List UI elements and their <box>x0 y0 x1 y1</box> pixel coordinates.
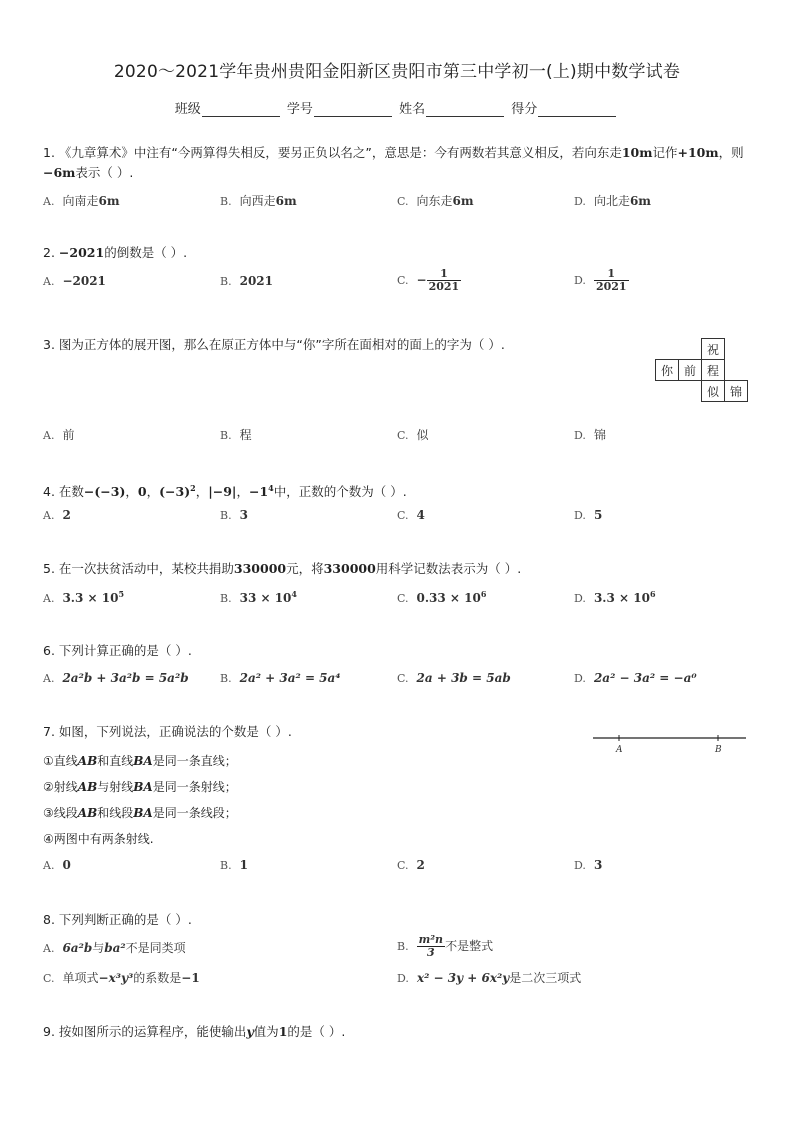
score-blank <box>538 102 616 117</box>
point-b-label: B <box>715 745 722 755</box>
option-text: 是二次三项式 <box>509 971 582 985</box>
q6-option-b[interactable] <box>220 671 341 685</box>
question-7: 7. 如图，下列说法，正确说法的个数是（ ）. <box>43 724 292 739</box>
statement-math: BA <box>133 806 153 820</box>
option-label: A. <box>43 942 55 955</box>
q5-option-b[interactable] <box>220 589 297 605</box>
option-label: A. <box>43 859 55 872</box>
fraction <box>417 934 445 959</box>
question-8: 8. 下列判断正确的是（ ）. <box>43 912 192 927</box>
q2-option-c[interactable] <box>397 268 461 293</box>
q1-option-c[interactable] <box>397 192 474 209</box>
option-text: 的系数是 <box>133 971 182 985</box>
q9-variable: y <box>246 1024 254 1039</box>
q4-num4: |−9| <box>208 484 237 500</box>
q8-option-c[interactable] <box>43 969 200 986</box>
fraction-denominator: 2021 <box>428 280 460 293</box>
option-label: B. <box>220 429 232 442</box>
q3-option-a[interactable] <box>43 426 74 443</box>
q7-option-a[interactable] <box>43 858 71 872</box>
option-value: 3 <box>593 858 603 872</box>
q4-text: 4. 在数 <box>43 484 84 500</box>
id-label: 学号 <box>286 102 313 117</box>
option-expression: 2a² + 3a² = 5a⁴ <box>239 671 341 685</box>
option-label: C. <box>397 859 409 872</box>
q7-statement-3 <box>43 800 237 826</box>
q9-text-post: 的是（ ）. <box>287 1024 346 1039</box>
q9-text: 9. 按如图所示的运算程序，能使输出 <box>43 1024 247 1039</box>
q7-statements <box>43 748 237 852</box>
option-label: C. <box>397 672 409 685</box>
statement-text: 是同一条射线； <box>152 780 237 794</box>
option-value: 4 <box>416 508 425 522</box>
option-label: C. <box>43 972 55 985</box>
statement-text: 是同一条线段； <box>152 806 237 820</box>
option-label: B. <box>220 672 232 685</box>
q6-option-d[interactable] <box>574 671 697 685</box>
q7-statement-2 <box>43 774 237 800</box>
statement-math: AB <box>77 806 98 820</box>
cube-face: 似 <box>702 381 725 402</box>
question-1 <box>43 143 763 183</box>
option-expression: ba² <box>104 941 126 955</box>
option-label: B. <box>220 859 232 872</box>
cube-face: 程 <box>702 360 725 381</box>
q3-option-b[interactable] <box>220 426 252 443</box>
q2-number: 2. <box>43 245 55 260</box>
q5-option-c[interactable] <box>397 589 486 605</box>
option-label: B. <box>220 195 232 208</box>
statement-text: 与射线 <box>97 780 134 794</box>
q4-num3-exp: 2 <box>190 483 196 493</box>
option-label: A. <box>43 429 55 442</box>
point-a-label: A <box>616 745 623 755</box>
q4-option-c[interactable] <box>397 508 425 522</box>
q9-text-mid: 值为 <box>253 1024 279 1039</box>
id-blank <box>314 102 392 117</box>
q5-value2: 330000 <box>323 561 376 576</box>
q4-num5: −1 <box>249 484 269 500</box>
option-label: A. <box>43 275 55 288</box>
option-value: 1 <box>239 858 248 872</box>
option-expression: 2a² − 3a² = −a⁰ <box>593 671 697 685</box>
option-expression: −x³y³ <box>98 971 134 985</box>
option-value: 3 <box>239 508 248 522</box>
option-label: C. <box>397 592 409 605</box>
option-exponent: 4 <box>291 589 297 599</box>
fraction-numerator: m²n <box>418 933 444 946</box>
q2-text: 的倒数是（ ）. <box>104 245 188 260</box>
question-2 <box>43 243 187 263</box>
q4-num5-exp: 4 <box>268 483 274 493</box>
q1-text-c: ，则 <box>718 145 744 160</box>
name-label: 姓名 <box>399 102 426 117</box>
q7-option-c[interactable] <box>397 858 425 872</box>
option-expression: 6a²b <box>62 941 93 955</box>
option-text: 向南走 <box>62 194 99 208</box>
fraction-numerator: 1 <box>427 268 462 281</box>
q3-option-d[interactable] <box>574 426 606 443</box>
option-label: B. <box>220 592 232 605</box>
option-label: D. <box>574 274 586 287</box>
option-value: 2021 <box>239 274 273 288</box>
student-info-line <box>0 98 794 117</box>
statement-math: AB <box>77 754 98 768</box>
option-value: 2 <box>62 508 71 522</box>
q1-val3: −6m <box>43 165 76 180</box>
statement-math: BA <box>133 780 153 794</box>
q1-option-a[interactable] <box>43 192 120 209</box>
q6-option-a[interactable] <box>43 671 189 685</box>
q1-text-d: 表示（ ）. <box>75 165 134 180</box>
statement-text: ①直线 <box>43 754 78 768</box>
q1-val2: +10m <box>677 145 719 160</box>
q7-option-b[interactable] <box>220 858 248 872</box>
q1-val1: 10m <box>621 145 653 160</box>
cube-face: 祝 <box>702 339 725 360</box>
option-text: 与 <box>92 941 105 955</box>
statement-text: 和线段 <box>97 806 134 820</box>
option-text: 前 <box>62 428 75 442</box>
cube-face: 前 <box>679 360 702 381</box>
q4-text-post: 中，正数的个数为（ ）. <box>273 484 407 500</box>
statement-text: 和直线 <box>97 754 134 768</box>
option-value: 3.3 × 10 <box>593 591 650 605</box>
option-expression: 2a + 3b = 5ab <box>416 671 511 685</box>
fraction <box>594 268 629 293</box>
option-label: D. <box>397 972 409 985</box>
class-blank <box>202 102 280 117</box>
option-text: 向西走 <box>239 194 276 208</box>
q7-statement-4: ④两图中有两条射线. <box>43 832 154 846</box>
option-label: B. <box>397 940 409 953</box>
option-label: D. <box>574 672 586 685</box>
option-label: C. <box>397 195 409 208</box>
statement-text: ②射线 <box>43 780 78 794</box>
option-text: 单项式 <box>62 971 99 985</box>
option-text: 锦 <box>593 428 606 442</box>
statement-math: BA <box>133 754 153 768</box>
q5-option-a[interactable] <box>43 589 124 605</box>
q4-num1: −(−3) <box>83 484 126 500</box>
fraction-denominator: 2021 <box>595 280 627 293</box>
q8-option-b[interactable] <box>397 934 493 959</box>
page-title: 2020～2021学年贵州贵阳金阳新区贵阳市第三中学初一(上)期中数学试卷 <box>113 62 681 82</box>
q2-option-a[interactable] <box>43 274 106 288</box>
option-label: C. <box>397 429 409 442</box>
question-9 <box>43 1022 345 1042</box>
q2-value: −2021 <box>58 245 105 260</box>
q1-option-b[interactable] <box>220 192 297 209</box>
option-value: 5 <box>593 508 603 522</box>
option-label: D. <box>574 592 586 605</box>
option-label: D. <box>574 509 586 522</box>
question-4: 4. 在数−(−3)，0，$(-3)^2$，|−9|，$-1^4$中，正数的个数为（ ）. <box>43 483 407 500</box>
q7-option-d[interactable] <box>574 858 602 872</box>
q5-option-d[interactable] <box>574 589 656 605</box>
q6-option-c[interactable] <box>397 671 511 685</box>
q2-option-b[interactable] <box>220 274 273 288</box>
q4-num2: 0 <box>137 484 147 500</box>
q4-option-b[interactable] <box>220 508 248 522</box>
option-text: 程 <box>239 428 252 442</box>
option-expression: x² − 3y + 6x²y <box>416 971 510 985</box>
name-blank <box>426 102 504 117</box>
q5-text-post: 用科学记数法表示为（ ）. <box>375 561 522 576</box>
q9-value: 1 <box>278 1024 288 1039</box>
q4-option-a[interactable] <box>43 508 71 522</box>
q4-option-d[interactable] <box>574 508 602 522</box>
q1-option-d[interactable] <box>574 192 651 209</box>
option-value: 0.33 × 10 <box>416 591 481 605</box>
option-value: 0 <box>62 858 71 872</box>
option-value: 3.3 × 10 <box>62 591 119 605</box>
option-label: D. <box>574 195 586 208</box>
option-label: A. <box>43 195 55 208</box>
q3-option-c[interactable] <box>397 426 429 443</box>
score-label: 得分 <box>511 102 538 117</box>
option-label: B. <box>220 275 232 288</box>
option-value: 6m <box>275 194 297 208</box>
option-value: 6m <box>452 194 474 208</box>
option-exponent: 6 <box>649 589 656 599</box>
option-value: 6m <box>629 194 651 208</box>
option-label: A. <box>43 509 55 522</box>
q2-option-d[interactable] <box>574 268 629 293</box>
option-value: −1 <box>181 971 200 985</box>
option-label: A. <box>43 592 55 605</box>
line-ab-figure <box>590 728 750 756</box>
option-value: 2 <box>416 858 425 872</box>
option-label: B. <box>220 509 232 522</box>
q4-num3: (−3) <box>159 484 191 500</box>
statement-text: ③线段 <box>43 806 78 820</box>
option-text: 向北走 <box>593 194 630 208</box>
question-5 <box>43 559 521 579</box>
q1-text: 1. 《九章算术》中注有“今两算得失相反，要另正负以名之”，意思是：今有两数若其意义相反，若向东走 <box>43 145 622 160</box>
cube-net-figure <box>655 338 748 402</box>
q5-value1: 330000 <box>233 561 287 576</box>
fraction-numerator: 1 <box>594 268 629 281</box>
q8-option-a[interactable] <box>43 939 186 956</box>
option-text: 似 <box>416 428 429 442</box>
q8-option-d[interactable] <box>397 969 581 986</box>
option-label: A. <box>43 672 55 685</box>
option-exponent: 6 <box>480 589 487 599</box>
option-exponent: 5 <box>118 589 125 599</box>
fraction <box>427 268 462 293</box>
option-label: D. <box>574 859 586 872</box>
q7-statement-1 <box>43 748 237 774</box>
option-value: −2021 <box>62 274 106 288</box>
option-value: 6m <box>98 194 120 208</box>
statement-math: AB <box>77 780 98 794</box>
option-label: C. <box>397 509 409 522</box>
option-label: D. <box>574 429 586 442</box>
fraction-denominator: 3 <box>427 946 435 959</box>
question-3: 3. 图为正方体的展开图，那么在原正方体中与“你”字所在面相对的面上的字为（ ）. <box>43 337 505 352</box>
q1-text-b: 记作 <box>652 145 678 160</box>
question-6: 6. 下列计算正确的是（ ）. <box>43 643 192 658</box>
option-expression: 2a²b + 3a²b = 5a²b <box>62 671 189 685</box>
option-value: 33 × 10 <box>239 591 292 605</box>
option-label: C. <box>397 274 409 287</box>
cube-face: 锦 <box>725 381 748 402</box>
class-label: 班级 <box>174 102 201 117</box>
option-text: 向东走 <box>416 194 453 208</box>
fraction-sign: − <box>416 273 427 287</box>
option-text: 不是同类项 <box>125 941 186 955</box>
q5-text: 5. 在一次扶贫活动中，某校共捐助 <box>43 561 234 576</box>
cube-face: 你 <box>656 360 679 381</box>
option-text: 不是整式 <box>445 939 494 953</box>
q5-text-mid: 元，将 <box>286 561 324 576</box>
statement-text: 是同一条直线； <box>152 754 237 768</box>
